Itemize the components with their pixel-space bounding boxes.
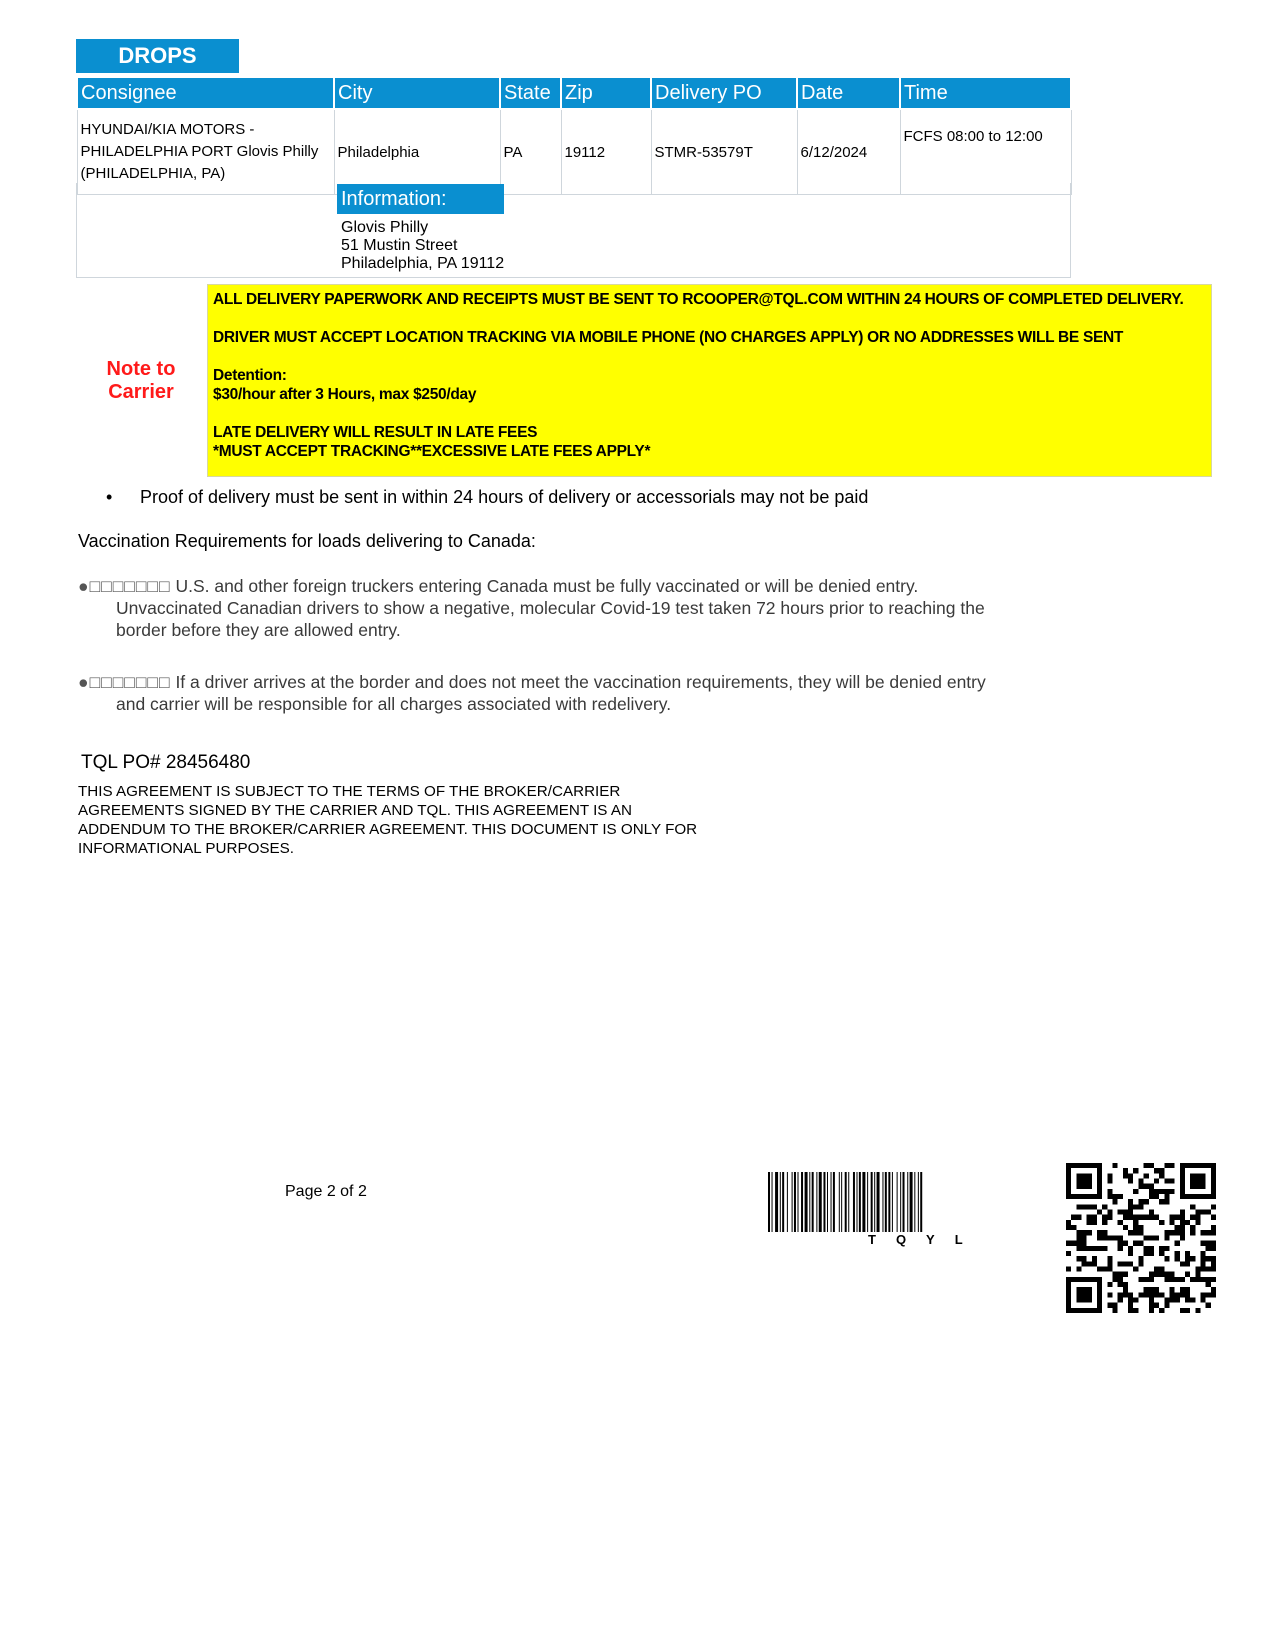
agreement-line: INFORMATIONAL PURPOSES.: [78, 840, 295, 857]
bullet-symbol: •: [106, 487, 113, 507]
note-line: *MUST ACCEPT TRACKING**EXCESSIVE LATE FEES APPLY*: [213, 443, 651, 460]
information-line: Glovis Philly: [341, 219, 429, 236]
information-box: [76, 183, 1071, 278]
tql-po-number: TQL PO# 28456480: [81, 752, 251, 773]
drops-table: [76, 76, 1072, 195]
vaccination-title: Vaccination Requirements for loads delivering to Canada:: [78, 531, 536, 551]
vaccination-item-2: [78, 671, 1078, 715]
note-to-carrier-box: [207, 284, 1212, 477]
vaccination-text: If a driver arrives at the border and does not meet the vaccination requirements, they will be denied entry: [175, 672, 986, 692]
header-date: Date: [797, 77, 900, 109]
information-line: 51 Mustin Street: [341, 237, 458, 254]
cell-city: Philadelphia: [334, 109, 500, 195]
bullet-text: Proof of delivery must be sent in within 24 hours of delivery or accessorials may not be paid: [140, 487, 869, 507]
header-time: Time: [900, 77, 1071, 109]
information-line: Philadelphia, PA 19112: [341, 255, 505, 272]
cell-zip: 19112: [561, 109, 651, 195]
header-delivery-po: Delivery PO: [651, 77, 797, 109]
agreement-text: [78, 782, 778, 858]
header-state: State: [500, 77, 561, 109]
barcode-label: TQYL: [868, 1232, 983, 1247]
cell-consignee: HYUNDAI/KIA MOTORS - PHILADELPHIA PORT Glovis Philly (PHILADELPHIA, PA): [77, 109, 334, 195]
barcode-icon: [768, 1172, 1051, 1232]
note-line: DRIVER MUST ACCEPT LOCATION TRACKING VIA MOBILE PHONE (NO CHARGES APPLY) OR NO ADDRESSES WILL BE SENT: [213, 329, 1124, 346]
page-number: Page 2 of 2: [285, 1183, 367, 1200]
note-to-carrier-label: [96, 358, 186, 404]
header-zip: Zip: [561, 77, 651, 109]
table-row: [77, 109, 1071, 195]
vaccination-text: and carrier will be responsible for all charges associated with redelivery.: [116, 694, 672, 714]
agreement-line: AGREEMENTS SIGNED BY THE CARRIER AND TQL. THIS AGREEMENT IS AN: [78, 802, 632, 819]
cell-time: FCFS 08:00 to 12:00: [900, 109, 1071, 195]
vaccination-text: Unvaccinated Canadian drivers to show a negative, molecular Covid-19 test taken 72 hours prior to reaching the: [116, 598, 985, 618]
cell-delivery-po: STMR-53579T: [651, 109, 797, 195]
drops-section-tab: DROPS: [76, 39, 239, 73]
vaccination-text: border before they are allowed entry.: [116, 620, 401, 640]
information-address: [341, 219, 504, 273]
cell-state: PA: [500, 109, 561, 195]
note-line: ALL DELIVERY PAPERWORK AND RECEIPTS MUST BE SENT TO RCOOPER@TQL.COM WITHIN 24 HOURS OF COMPLETED DELIVERY.: [213, 291, 1184, 308]
checkbox-glyphs: ●□□□□□□□: [78, 576, 171, 596]
qr-code-icon: [1066, 1163, 1216, 1313]
agreement-line: ADDENDUM TO THE BROKER/CARRIER AGREEMENT. THIS DOCUMENT IS ONLY FOR: [78, 821, 698, 838]
header-city: City: [334, 77, 500, 109]
information-label: Information:: [337, 184, 504, 214]
proof-of-delivery-bullet: [106, 487, 868, 508]
agreement-line: THIS AGREEMENT IS SUBJECT TO THE TERMS OF THE BROKER/CARRIER: [78, 783, 621, 800]
note-label-line: Note to: [106, 358, 176, 380]
checkbox-glyphs: ●□□□□□□□: [78, 672, 171, 692]
vaccination-item-1: [78, 575, 1078, 641]
cell-date: 6/12/2024: [797, 109, 900, 195]
note-line: LATE DELIVERY WILL RESULT IN LATE FEES: [213, 424, 538, 441]
vaccination-text: U.S. and other foreign truckers entering Canada must be fully vaccinated or will be denied entry.: [175, 576, 919, 596]
header-consignee: Consignee: [77, 77, 334, 109]
note-line: Detention:: [213, 367, 287, 384]
note-label-line: Carrier: [108, 381, 174, 403]
note-line: $30/hour after 3 Hours, max $250/day: [213, 386, 477, 403]
